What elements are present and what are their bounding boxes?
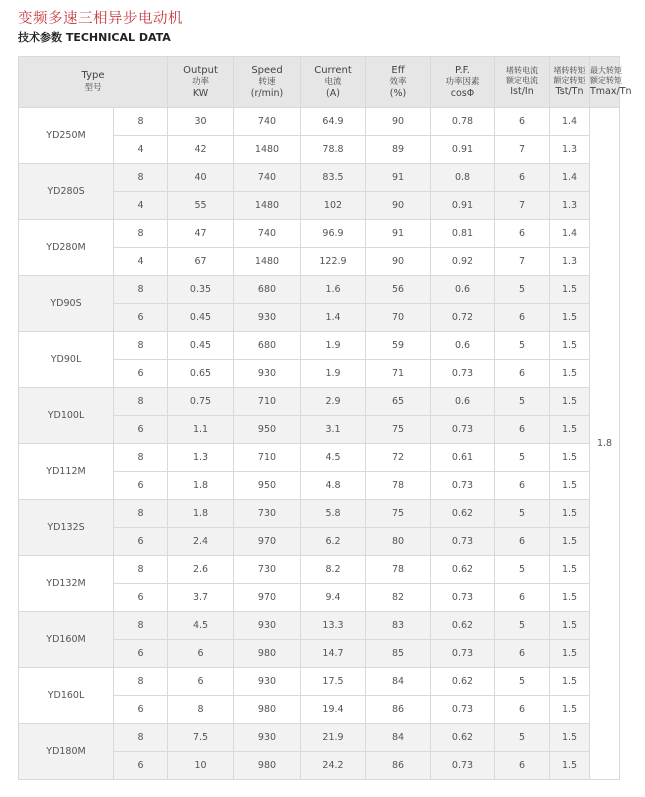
header-type-en: Type bbox=[81, 70, 105, 82]
pf-cell: 0.62 bbox=[431, 556, 495, 584]
ist-cell: 6 bbox=[495, 304, 550, 332]
header-output-cn: 功率 bbox=[191, 77, 209, 87]
header-ist bbox=[495, 57, 550, 108]
poles-cell: 8 bbox=[114, 108, 168, 136]
speed-cell: 730 bbox=[234, 556, 301, 584]
poles-cell: 6 bbox=[114, 752, 168, 780]
current-cell: 102 bbox=[301, 192, 366, 220]
eff-cell: 89 bbox=[366, 136, 431, 164]
eff-cell: 56 bbox=[366, 276, 431, 304]
speed-cell: 730 bbox=[234, 500, 301, 528]
header-tst-cn1: 堵转转矩 bbox=[553, 65, 586, 75]
eff-cell: 91 bbox=[366, 220, 431, 248]
header-ist-cn1: 堵转电流 bbox=[506, 65, 538, 75]
output-cell: 1.3 bbox=[168, 444, 234, 472]
eff-cell: 65 bbox=[366, 388, 431, 416]
table-row bbox=[19, 388, 620, 416]
header-tst-unit: Tst/Tn bbox=[555, 86, 584, 98]
table-row bbox=[19, 444, 620, 472]
current-cell: 83.5 bbox=[301, 164, 366, 192]
eff-cell: 84 bbox=[366, 668, 431, 696]
output-cell: 4.5 bbox=[168, 612, 234, 640]
speed-cell: 980 bbox=[234, 752, 301, 780]
current-cell: 8.2 bbox=[301, 556, 366, 584]
model-name-cell: YD250M bbox=[19, 108, 114, 164]
pf-cell: 0.73 bbox=[431, 528, 495, 556]
pf-cell: 0.73 bbox=[431, 696, 495, 724]
table-row bbox=[19, 164, 620, 192]
speed-cell: 1480 bbox=[234, 192, 301, 220]
poles-cell: 8 bbox=[114, 612, 168, 640]
pf-cell: 0.73 bbox=[431, 640, 495, 668]
model-name-cell: YD132M bbox=[19, 556, 114, 612]
pf-cell: 0.6 bbox=[431, 332, 495, 360]
tst-cell: 1.3 bbox=[550, 192, 590, 220]
technical-data-table bbox=[18, 56, 632, 780]
current-cell: 1.6 bbox=[301, 276, 366, 304]
model-name-cell: YD132S bbox=[19, 500, 114, 556]
pf-cell: 0.78 bbox=[431, 108, 495, 136]
header-current-en: Current bbox=[314, 64, 352, 76]
ist-cell: 7 bbox=[495, 248, 550, 276]
speed-cell: 930 bbox=[234, 668, 301, 696]
ist-cell: 5 bbox=[495, 444, 550, 472]
header-row bbox=[19, 57, 620, 108]
header-speed-cn: 转速 bbox=[258, 77, 276, 87]
tst-cell: 1.5 bbox=[550, 276, 590, 304]
header-type bbox=[19, 57, 168, 108]
header-eff-cn: 效率 bbox=[389, 77, 407, 87]
ist-cell: 5 bbox=[495, 724, 550, 752]
ist-cell: 5 bbox=[495, 332, 550, 360]
header-speed-en: Speed bbox=[251, 64, 283, 76]
ist-cell: 5 bbox=[495, 276, 550, 304]
current-cell: 13.3 bbox=[301, 612, 366, 640]
header-output-en: Output bbox=[183, 64, 218, 76]
header-current bbox=[301, 57, 366, 108]
speed-cell: 740 bbox=[234, 164, 301, 192]
eff-cell: 78 bbox=[366, 472, 431, 500]
poles-cell: 6 bbox=[114, 472, 168, 500]
output-cell: 6 bbox=[168, 668, 234, 696]
output-cell: 2.4 bbox=[168, 528, 234, 556]
header-tst bbox=[550, 57, 590, 108]
eff-cell: 75 bbox=[366, 500, 431, 528]
tst-cell: 1.5 bbox=[550, 612, 590, 640]
poles-cell: 4 bbox=[114, 136, 168, 164]
eff-cell: 90 bbox=[366, 192, 431, 220]
tst-cell: 1.4 bbox=[550, 220, 590, 248]
tst-cell: 1.5 bbox=[550, 724, 590, 752]
tst-cell: 1.5 bbox=[550, 360, 590, 388]
current-cell: 1.9 bbox=[301, 332, 366, 360]
header-tmax bbox=[590, 57, 632, 108]
poles-cell: 4 bbox=[114, 192, 168, 220]
pf-cell: 0.61 bbox=[431, 444, 495, 472]
speed-cell: 930 bbox=[234, 360, 301, 388]
tst-cell: 1.5 bbox=[550, 696, 590, 724]
pf-cell: 0.62 bbox=[431, 668, 495, 696]
header-speed-unit: (r/min) bbox=[250, 87, 284, 99]
page-subtitle: 技术参数 TECHNICAL DATA bbox=[18, 31, 171, 44]
tst-cell: 1.3 bbox=[550, 248, 590, 276]
poles-cell: 8 bbox=[114, 388, 168, 416]
speed-cell: 930 bbox=[234, 304, 301, 332]
poles-cell: 6 bbox=[114, 640, 168, 668]
poles-cell: 6 bbox=[114, 360, 168, 388]
model-name-cell: YD280M bbox=[19, 220, 114, 276]
tst-cell: 1.5 bbox=[550, 388, 590, 416]
eff-cell: 82 bbox=[366, 584, 431, 612]
speed-cell: 950 bbox=[234, 416, 301, 444]
current-cell: 96.9 bbox=[301, 220, 366, 248]
pf-cell: 0.92 bbox=[431, 248, 495, 276]
tst-cell: 1.5 bbox=[550, 444, 590, 472]
ist-cell: 6 bbox=[495, 360, 550, 388]
output-cell: 47 bbox=[168, 220, 234, 248]
poles-cell: 8 bbox=[114, 500, 168, 528]
poles-cell: 6 bbox=[114, 528, 168, 556]
tst-cell: 1.5 bbox=[550, 752, 590, 780]
tst-cell: 1.5 bbox=[550, 332, 590, 360]
tst-cell: 1.5 bbox=[550, 640, 590, 668]
current-cell: 14.7 bbox=[301, 640, 366, 668]
current-cell: 78.8 bbox=[301, 136, 366, 164]
current-cell: 4.5 bbox=[301, 444, 366, 472]
speed-cell: 980 bbox=[234, 640, 301, 668]
current-cell: 21.9 bbox=[301, 724, 366, 752]
header-pf-unit: cosΦ bbox=[450, 87, 475, 99]
tst-cell: 1.5 bbox=[550, 556, 590, 584]
current-cell: 4.8 bbox=[301, 472, 366, 500]
tst-cell: 1.5 bbox=[550, 416, 590, 444]
output-cell: 0.45 bbox=[168, 304, 234, 332]
speed-cell: 710 bbox=[234, 388, 301, 416]
poles-cell: 8 bbox=[114, 332, 168, 360]
ist-cell: 5 bbox=[495, 388, 550, 416]
speed-cell: 1480 bbox=[234, 248, 301, 276]
ist-cell: 5 bbox=[495, 500, 550, 528]
speed-cell: 970 bbox=[234, 584, 301, 612]
header-speed bbox=[234, 57, 301, 108]
header-eff bbox=[366, 57, 431, 108]
output-cell: 40 bbox=[168, 164, 234, 192]
output-cell: 30 bbox=[168, 108, 234, 136]
table-row bbox=[19, 108, 620, 136]
ist-cell: 6 bbox=[495, 640, 550, 668]
ist-cell: 6 bbox=[495, 752, 550, 780]
tst-cell: 1.5 bbox=[550, 472, 590, 500]
header-current-cn: 电流 bbox=[324, 77, 342, 87]
eff-cell: 90 bbox=[366, 108, 431, 136]
eff-cell: 83 bbox=[366, 612, 431, 640]
pf-cell: 0.73 bbox=[431, 584, 495, 612]
eff-cell: 78 bbox=[366, 556, 431, 584]
current-cell: 122.9 bbox=[301, 248, 366, 276]
eff-cell: 59 bbox=[366, 332, 431, 360]
model-name-cell: YD90S bbox=[19, 276, 114, 332]
tst-cell: 1.4 bbox=[550, 164, 590, 192]
output-cell: 7.5 bbox=[168, 724, 234, 752]
ist-cell: 6 bbox=[495, 584, 550, 612]
ist-cell: 6 bbox=[495, 164, 550, 192]
pf-cell: 0.73 bbox=[431, 360, 495, 388]
eff-cell: 86 bbox=[366, 752, 431, 780]
table-row bbox=[19, 220, 620, 248]
ist-cell: 6 bbox=[495, 416, 550, 444]
table-row bbox=[19, 500, 620, 528]
current-cell: 19.4 bbox=[301, 696, 366, 724]
header-ist-unit: Ist/In bbox=[510, 86, 534, 98]
output-cell: 8 bbox=[168, 696, 234, 724]
eff-cell: 86 bbox=[366, 696, 431, 724]
ist-cell: 5 bbox=[495, 612, 550, 640]
pf-cell: 0.6 bbox=[431, 388, 495, 416]
eff-cell: 72 bbox=[366, 444, 431, 472]
output-cell: 0.75 bbox=[168, 388, 234, 416]
poles-cell: 6 bbox=[114, 696, 168, 724]
eff-cell: 71 bbox=[366, 360, 431, 388]
ist-cell: 6 bbox=[495, 220, 550, 248]
page-title: 变频多速三相异步电动机 bbox=[18, 11, 183, 27]
pf-cell: 0.72 bbox=[431, 304, 495, 332]
poles-cell: 8 bbox=[114, 220, 168, 248]
output-cell: 0.65 bbox=[168, 360, 234, 388]
header-pf-en: P.F. bbox=[455, 64, 470, 76]
speed-cell: 980 bbox=[234, 696, 301, 724]
pf-cell: 0.62 bbox=[431, 500, 495, 528]
header-current-unit: (A) bbox=[326, 87, 340, 99]
model-name-cell: YD112M bbox=[19, 444, 114, 500]
current-cell: 9.4 bbox=[301, 584, 366, 612]
poles-cell: 8 bbox=[114, 444, 168, 472]
current-cell: 2.9 bbox=[301, 388, 366, 416]
pf-cell: 0.73 bbox=[431, 472, 495, 500]
speed-cell: 1480 bbox=[234, 136, 301, 164]
table-row bbox=[19, 556, 620, 584]
header-tmax-unit: Tmax/Tn bbox=[590, 86, 632, 98]
tmax-cell: 1.8 bbox=[590, 108, 620, 780]
output-cell: 42 bbox=[168, 136, 234, 164]
ist-cell: 6 bbox=[495, 108, 550, 136]
model-name-cell: YD160L bbox=[19, 668, 114, 724]
poles-cell: 6 bbox=[114, 584, 168, 612]
table-row bbox=[19, 724, 620, 752]
pf-cell: 0.6 bbox=[431, 276, 495, 304]
output-cell: 1.8 bbox=[168, 500, 234, 528]
model-name-cell: YD280S bbox=[19, 164, 114, 220]
ist-cell: 7 bbox=[495, 192, 550, 220]
ist-cell: 6 bbox=[495, 528, 550, 556]
model-name-cell: YD160M bbox=[19, 612, 114, 668]
table-row bbox=[19, 668, 620, 696]
header-ist-cn2: 额定电流 bbox=[506, 76, 538, 86]
pf-cell: 0.73 bbox=[431, 752, 495, 780]
header-tmax-cn2: 额定转矩 bbox=[590, 76, 622, 86]
tst-cell: 1.3 bbox=[550, 136, 590, 164]
output-cell: 55 bbox=[168, 192, 234, 220]
current-cell: 1.9 bbox=[301, 360, 366, 388]
pf-cell: 0.91 bbox=[431, 192, 495, 220]
header-eff-unit: (%) bbox=[389, 87, 407, 99]
current-cell: 24.2 bbox=[301, 752, 366, 780]
pf-cell: 0.8 bbox=[431, 164, 495, 192]
speed-cell: 740 bbox=[234, 108, 301, 136]
table-body bbox=[19, 108, 620, 780]
header-type-cn: 型号 bbox=[84, 82, 102, 93]
header-eff-en: Eff bbox=[391, 64, 405, 76]
speed-cell: 970 bbox=[234, 528, 301, 556]
header-tst-cn2: 额定转矩 bbox=[553, 76, 586, 86]
current-cell: 1.4 bbox=[301, 304, 366, 332]
pf-cell: 0.91 bbox=[431, 136, 495, 164]
eff-cell: 90 bbox=[366, 248, 431, 276]
tst-cell: 1.4 bbox=[550, 108, 590, 136]
pf-cell: 0.81 bbox=[431, 220, 495, 248]
header-pf bbox=[431, 57, 495, 108]
ist-cell: 6 bbox=[495, 696, 550, 724]
pf-cell: 0.73 bbox=[431, 416, 495, 444]
eff-cell: 70 bbox=[366, 304, 431, 332]
current-cell: 3.1 bbox=[301, 416, 366, 444]
ist-cell: 7 bbox=[495, 136, 550, 164]
header-pf-cn: 功率因素 bbox=[445, 77, 480, 87]
eff-cell: 84 bbox=[366, 724, 431, 752]
poles-cell: 8 bbox=[114, 668, 168, 696]
output-cell: 2.6 bbox=[168, 556, 234, 584]
poles-cell: 6 bbox=[114, 304, 168, 332]
tst-cell: 1.5 bbox=[550, 304, 590, 332]
speed-cell: 930 bbox=[234, 612, 301, 640]
output-cell: 1.8 bbox=[168, 472, 234, 500]
output-cell: 0.45 bbox=[168, 332, 234, 360]
output-cell: 6 bbox=[168, 640, 234, 668]
current-cell: 17.5 bbox=[301, 668, 366, 696]
ist-cell: 5 bbox=[495, 668, 550, 696]
speed-cell: 680 bbox=[234, 276, 301, 304]
table-row bbox=[19, 612, 620, 640]
table-row bbox=[19, 276, 620, 304]
pf-cell: 0.62 bbox=[431, 612, 495, 640]
eff-cell: 85 bbox=[366, 640, 431, 668]
header-output bbox=[168, 57, 234, 108]
output-cell: 3.7 bbox=[168, 584, 234, 612]
ist-cell: 6 bbox=[495, 472, 550, 500]
speed-cell: 680 bbox=[234, 332, 301, 360]
output-cell: 10 bbox=[168, 752, 234, 780]
speed-cell: 740 bbox=[234, 220, 301, 248]
tst-cell: 1.5 bbox=[550, 528, 590, 556]
tst-cell: 1.5 bbox=[550, 500, 590, 528]
ist-cell: 5 bbox=[495, 556, 550, 584]
poles-cell: 8 bbox=[114, 276, 168, 304]
model-name-cell: YD100L bbox=[19, 388, 114, 444]
output-cell: 67 bbox=[168, 248, 234, 276]
current-cell: 5.8 bbox=[301, 500, 366, 528]
poles-cell: 8 bbox=[114, 164, 168, 192]
speed-cell: 710 bbox=[234, 444, 301, 472]
poles-cell: 4 bbox=[114, 248, 168, 276]
table-row bbox=[19, 332, 620, 360]
tst-cell: 1.5 bbox=[550, 668, 590, 696]
model-name-cell: YD90L bbox=[19, 332, 114, 388]
eff-cell: 75 bbox=[366, 416, 431, 444]
model-name-cell: YD180M bbox=[19, 724, 114, 780]
eff-cell: 91 bbox=[366, 164, 431, 192]
header-tmax-cn1: 最大转矩 bbox=[590, 65, 622, 75]
output-cell: 0.35 bbox=[168, 276, 234, 304]
speed-cell: 950 bbox=[234, 472, 301, 500]
tst-cell: 1.5 bbox=[550, 584, 590, 612]
poles-cell: 8 bbox=[114, 724, 168, 752]
current-cell: 6.2 bbox=[301, 528, 366, 556]
eff-cell: 80 bbox=[366, 528, 431, 556]
output-cell: 1.1 bbox=[168, 416, 234, 444]
speed-cell: 930 bbox=[234, 724, 301, 752]
current-cell: 64.9 bbox=[301, 108, 366, 136]
poles-cell: 6 bbox=[114, 416, 168, 444]
poles-cell: 8 bbox=[114, 556, 168, 584]
pf-cell: 0.62 bbox=[431, 724, 495, 752]
header-output-unit: KW bbox=[192, 87, 209, 99]
